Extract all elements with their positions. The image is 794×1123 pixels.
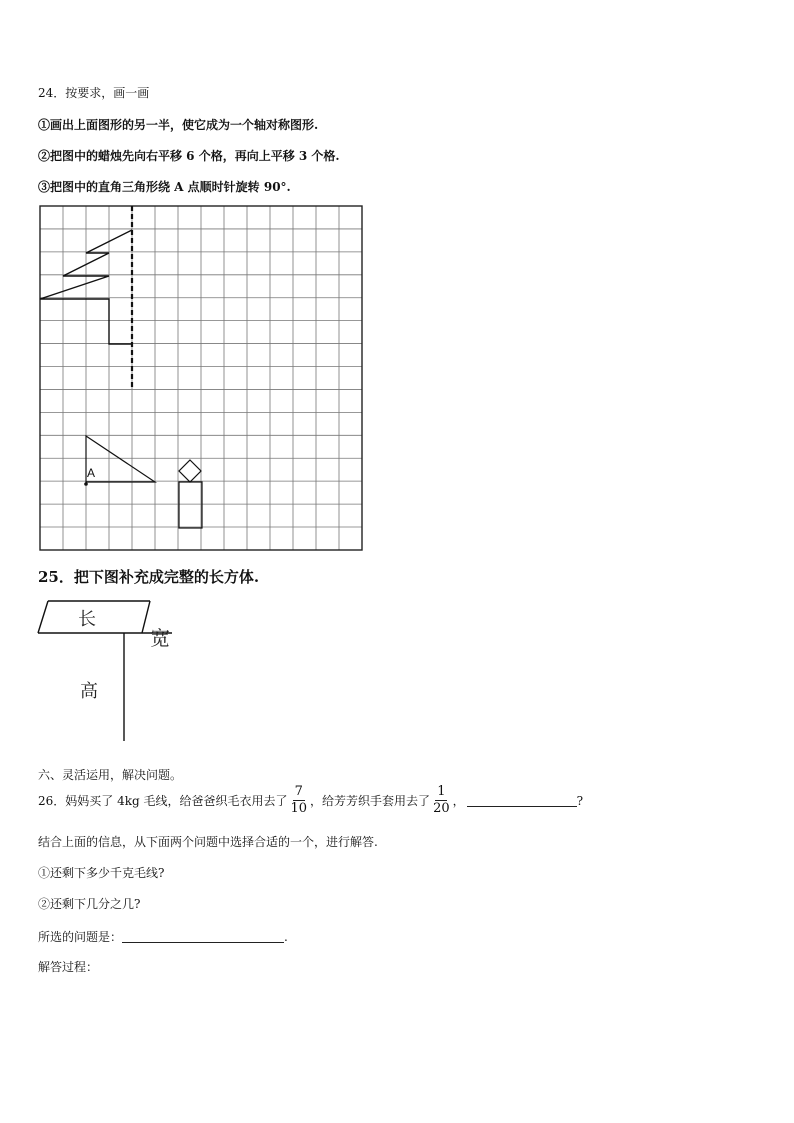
q26-option-2: ②还剩下几分之几? — [38, 897, 141, 911]
fraction-one-twentieth — [433, 784, 450, 817]
section6-title: 六、灵活运用，解决问题。 — [38, 768, 183, 782]
fraction-seven-tenths — [291, 784, 308, 817]
chosen-question-blank[interactable] — [122, 930, 284, 943]
q26-answer-blank[interactable] — [467, 794, 577, 807]
q26-text-3: ， — [452, 794, 465, 808]
candle-flame — [179, 460, 201, 482]
q24-item-2: ②把图中的蜡烛先向右平移 6 个格，再向上平移 3 个格. — [38, 149, 340, 163]
frac2-numerator: 1 — [437, 784, 446, 799]
frac1-numerator: 7 — [294, 784, 303, 799]
grid-lines — [40, 206, 362, 550]
right-triangle — [86, 436, 155, 482]
q25-cuboid-figure — [36, 595, 196, 745]
height-label: 高 — [80, 681, 98, 702]
q24-grid-figure — [38, 204, 366, 552]
q24-title: 24．按要求，画一画 — [38, 86, 150, 100]
q26-instruction: 结合上面的信息，从下面两个问题中选择合适的一个，进行解答. — [38, 835, 378, 849]
width-label: 宽 — [150, 626, 170, 650]
q25-title: 25．把下图补充成完整的长方体. — [38, 568, 260, 586]
chosen-question-label: 所选的问题是： — [38, 930, 123, 944]
q26-problem-line — [38, 784, 583, 817]
top-left-edge — [38, 601, 48, 633]
candle-body — [179, 482, 202, 528]
q24-item-3: ③把图中的直角三角形绕 A 点顺时针旋转 90°. — [38, 180, 291, 194]
solution-label: 解答过程： — [38, 960, 99, 974]
point-a-label: A — [87, 466, 96, 480]
q26-question-mark: ? — [576, 793, 584, 808]
q26-option-1: ①还剩下多少千克毛线? — [38, 866, 165, 880]
chosen-question-end: . — [284, 930, 288, 944]
q26-text-2: ，给芳芳织手套用去了 — [310, 794, 431, 808]
frac1-denominator: 10 — [290, 801, 308, 816]
q26-chosen-line — [38, 928, 288, 945]
q26-text-1: 26．妈妈买了 4kg 毛线，给爸爸织毛衣用去了 — [38, 794, 288, 808]
point-a-dot — [84, 482, 88, 486]
q24-item-1: ①画出上面图形的另一半，使它成为一个轴对称图形. — [38, 118, 319, 132]
length-label: 长 — [78, 609, 96, 630]
frac2-denominator: 20 — [433, 801, 450, 816]
top-right-edge — [142, 601, 150, 633]
